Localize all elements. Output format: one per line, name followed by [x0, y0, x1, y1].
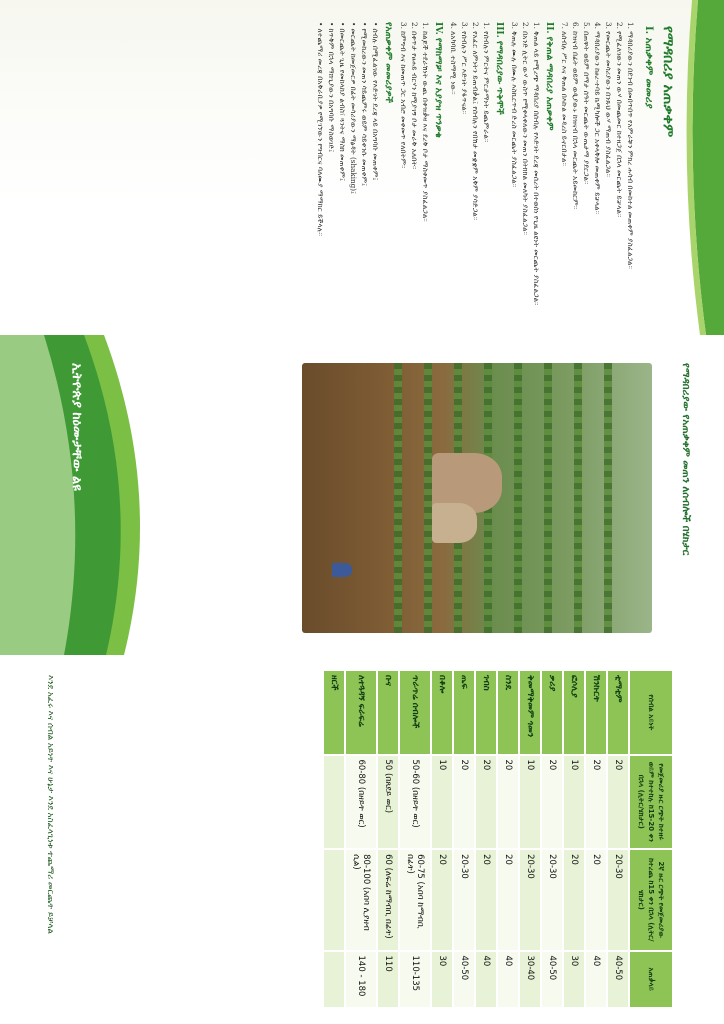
dosage-cell: 10 [563, 755, 585, 850]
table-row [345, 670, 377, 1008]
instruction-line: • የሚመከረውን መጠን ሳይጨምሩ ወይም ሳይቀንሱ መጠቀም፤ [360, 22, 369, 187]
table-row [541, 670, 563, 1008]
instruction-line: 1. ማዳበሪያውን በደንብ በመበጥበጥ የአምራቹን ምክረ ሐሳብ በመከተል መጠቀም ያስፈልጋል። [626, 22, 635, 269]
dosage-cell: 40-50 [453, 951, 475, 1008]
dosage-cell: 20-30 [519, 849, 541, 950]
dosage-cell: 10 [519, 755, 541, 850]
instruction-line: • ለተጨማሪ መረጃ በአቅራቢያዎ የሚገኘውን የግብርና ባለሙያ ማማከር ይችላሉ። [316, 22, 325, 237]
instruction-line: • በመርጨት ጊዜ የመከላከያ ልብስ፣ ጓንትና ማስክ መጠቀም፤ [338, 22, 347, 182]
table-row [519, 670, 541, 1008]
instruction-line: 2. በአንድ ሊትር ውሃ ውስጥ የሚቀላቀለውን መጠን በትክክል መለካት ያስፈልጋል። [521, 22, 530, 236]
dosage-cell: 60-80 (በዘይት ወር) [345, 755, 377, 850]
instruction-line: • ከጥቅም በኋላ ማሸጊያውን በአግባቡ ማስወገድ፤ [327, 22, 336, 153]
table-row [399, 670, 431, 1008]
brand-tagline: ኢትዮጵያ ከዕሙታቸው ልዩ [69, 363, 84, 491]
dosage-cell: 20 [497, 849, 519, 950]
instructions-subheading: I. አጠቃቀም መመሪያ [643, 26, 654, 109]
dosage-cell: 20-30 [607, 849, 629, 950]
section-heading: IV. የማከማቻ እና አያያዝ ጥንቃቄ [433, 22, 443, 138]
instruction-line: 2. የሚፈለገውን መጠን ውሃ በመጨመር ከተዘጋጀ በኋላ መርጨት ይቻላል። [615, 22, 624, 218]
instruction-line: 1. የሰብሉን ምርትና ምርታማነት ይጨምራል። [482, 22, 491, 143]
dosage-cell: 60 (ለፍሬ ከማብቢ በፊት) [377, 849, 399, 950]
instruction-line: 4. ማዳበሪያውን ከፀረ-ተባይ ኬሚካሎች ጋር አቀላቅሎ መጠቀም ይቻላል። [593, 22, 602, 215]
dosage-cell: 30-40 [519, 951, 541, 1008]
crop-name-cell: ቃሪያ [541, 670, 563, 755]
dosage-cell: 50 (በጸደይ ወር) [377, 755, 399, 850]
dosage-cell: 20-30 [541, 849, 563, 950]
dosage-cell: 20 [475, 755, 497, 850]
instruction-line: 1. ቅጠል ላይ የሚረጭ ማዳበሪያ በሰብሉ የእድገት ደረጃ መሰረት በተወሰነ የጊዜ ልዩነት መርጨት ያስፈልጋል። [532, 22, 541, 306]
table-row [607, 670, 629, 1008]
farmer-figure [432, 503, 477, 543]
dosage-cell: 10 [431, 755, 453, 850]
table-footnote: እንደ አፈሩ እና ሰብል አይነት እና ሁኔታ እንደ አስፈላጊነቱ ተጨማሪ መርጨት ይቻላል [45, 675, 55, 934]
instruction-line: 3. ቅጠሉ ሙሉ በሙሉ እስኪርጥብ ድረስ መርጨት ያስፈልጋል። [510, 22, 519, 188]
crop-name-cell: ቡና [377, 670, 399, 755]
panel-corner-swoosh [684, 0, 724, 335]
instruction-line: 1. ከልጆች ተደራሽነት ውጪ በቀዝቃዛ እና ደረቅ ቦታ ማስቀመጥ ያስፈልጋል። [421, 22, 430, 222]
section-heading: III. የማዳበሪያው ጥቅሞች [494, 22, 504, 115]
crop-name-cell: ጤፍ [453, 670, 475, 755]
table-row [475, 670, 497, 1008]
dosage-cell: 20-30 [453, 849, 475, 950]
dosage-cell: 110 [377, 951, 399, 1008]
table-row [497, 670, 519, 1008]
instruction-line: • መርጨት ከመጀመርዎ በፊት መሳሪያውን ማፅዳት (shaking)፤ [349, 22, 358, 194]
dosage-cell: 20 [607, 755, 629, 850]
instruction-line: 4. ለአካባቢ ተስማሚ ነው። [449, 22, 458, 95]
dosage-cell: 20 [497, 755, 519, 850]
instruction-line: 6. ከዝናብ በፊት ወይም ወዲያውኑ ከዝናብ በኋላ መርጨት አይመከርም። [571, 22, 580, 210]
instruction-line: 5. በጠዋት ወይም በማታ ሰዓት መርጨት ውጤታማ ያደርጋል። [582, 22, 591, 185]
instruction-line: 7. ለሰብሉ ሥር እና ቅጠል በእኩል መዳረስ ይኖርበታል። [560, 22, 569, 166]
crop-name-cell: ፎሶሊያ [563, 670, 585, 755]
header-crop: የሰብል አይነት [629, 670, 673, 755]
crop-name-cell: ለተጓዳኝ ፍራፍሬ [345, 670, 377, 755]
dosage-cell [323, 849, 345, 950]
dosage-cell: 20 [541, 755, 563, 850]
dosage-cell: 20 [453, 755, 475, 850]
dosage-table [322, 669, 674, 1009]
table-body [323, 670, 629, 1008]
table-row [323, 670, 345, 1008]
table-row [453, 670, 475, 1008]
dosage-cell: 40 [497, 951, 519, 1008]
dosage-cell: 40-50 [607, 951, 629, 1008]
dosage-cell: 80-100 (አበባ ሊያዘብ ሲል) [345, 849, 377, 950]
instruction-line: 2. በቀጥታ የፀሐይ ብርሃን ከሚያገኝ ቦታ መራቅ አለበት። [410, 22, 419, 170]
dosage-cell: 140 - 180 [345, 951, 377, 1008]
section-heading: የአጠቃቀም መመሪያዎች [383, 22, 393, 103]
dosage-cell [323, 951, 345, 1008]
instructions-heading: የማዳበሪያ አጠቃቀም [660, 26, 676, 138]
dosage-cell: 20 [431, 849, 453, 950]
dosage-cell: 110-135 [399, 951, 431, 1008]
header-second-round: 2ኛ ዙር ርጭት የመጀመሪያው ከተረጨ ከ15 ቀን በኋላ (ሊትር/ሄክታር) [629, 849, 673, 950]
table-row [585, 670, 607, 1008]
dosage-cell: 40 [585, 951, 607, 1008]
dosage-panel [0, 655, 724, 1024]
section-heading: II. የቅጠል ማዳበሪያ አጠቃቀም [544, 22, 554, 131]
table-row [563, 670, 585, 1008]
crop-name-cell: ሽንኩርት [585, 670, 607, 755]
instructions-panel [0, 0, 724, 335]
photo-panel [0, 335, 724, 655]
crop-name-cell: በቆሎ [431, 670, 453, 755]
dosage-cell: 50-60 (በዘይት ወር) [399, 755, 431, 850]
dosage-cell: 30 [431, 951, 453, 1008]
instructions-body [315, 22, 636, 317]
dosage-cell [323, 755, 345, 850]
dosage-cell: 20 [563, 849, 585, 950]
crop-name-cell: ጥራጥሬ ሰብሎች [399, 670, 431, 755]
farm-photo [302, 363, 652, 633]
dosage-cell: 20 [475, 849, 497, 950]
crop-name-cell: ዘርች [323, 670, 345, 755]
table-header-row [629, 670, 673, 1008]
header-first-round: የመጀመሪያ ዙር ርጭት ከተዘሩ ወይም ከተተከሉ ከ15-20 ቀን በኋላ (ሊትር/ሄክታር) [629, 755, 673, 850]
crop-name-cell: ስንዴ [497, 670, 519, 755]
instruction-line: • ሰብሉ በሚፈልገው የእድገት ደረጃ ላይ በአግባቡ መጠቀም፤ [371, 22, 380, 181]
instruction-line: 3. ከምግብ እና ከመጠጥ ጋር አብሮ መቀመጥ የለበትም። [399, 22, 408, 169]
table-caption: የማዳበሪያው የአጠቃቀም መጠን ለሰብሎች በሄክታር [680, 363, 691, 556]
dosage-cell: 40-50 [541, 951, 563, 1008]
dosage-cell: 20 [585, 849, 607, 950]
farmer-figure [332, 563, 352, 577]
table-row [431, 670, 453, 1008]
dosage-cell: 20 [585, 755, 607, 850]
instruction-line: 3. የመርጨት መሳሪያውን በንጹህ ውሃ ማጠብ ያስፈልጋል። [604, 22, 613, 177]
dosage-cell: 30 [563, 951, 585, 1008]
dosage-cell: 60-75 (አበባ ከማብቢ በፊት) [399, 849, 431, 950]
instruction-line: 3. የሰብሉን ሥር እድገት ያፋጥናል። [460, 22, 469, 115]
instruction-line: 2. የአፈር ለምነትን ይጠብቃል፤ የሰብሉን የበሽታ መቋቋም አቅም ያሳድጋል። [471, 22, 480, 221]
crop-name-cell: ገብስ [475, 670, 497, 755]
header-total: አጠቃላይ [629, 951, 673, 1008]
dosage-cell: 40 [475, 951, 497, 1008]
table-row [377, 670, 399, 1008]
crop-name-cell: ቲማቲም [607, 670, 629, 755]
crop-name-cell: ቅመማቅመም ጎመን [519, 670, 541, 755]
